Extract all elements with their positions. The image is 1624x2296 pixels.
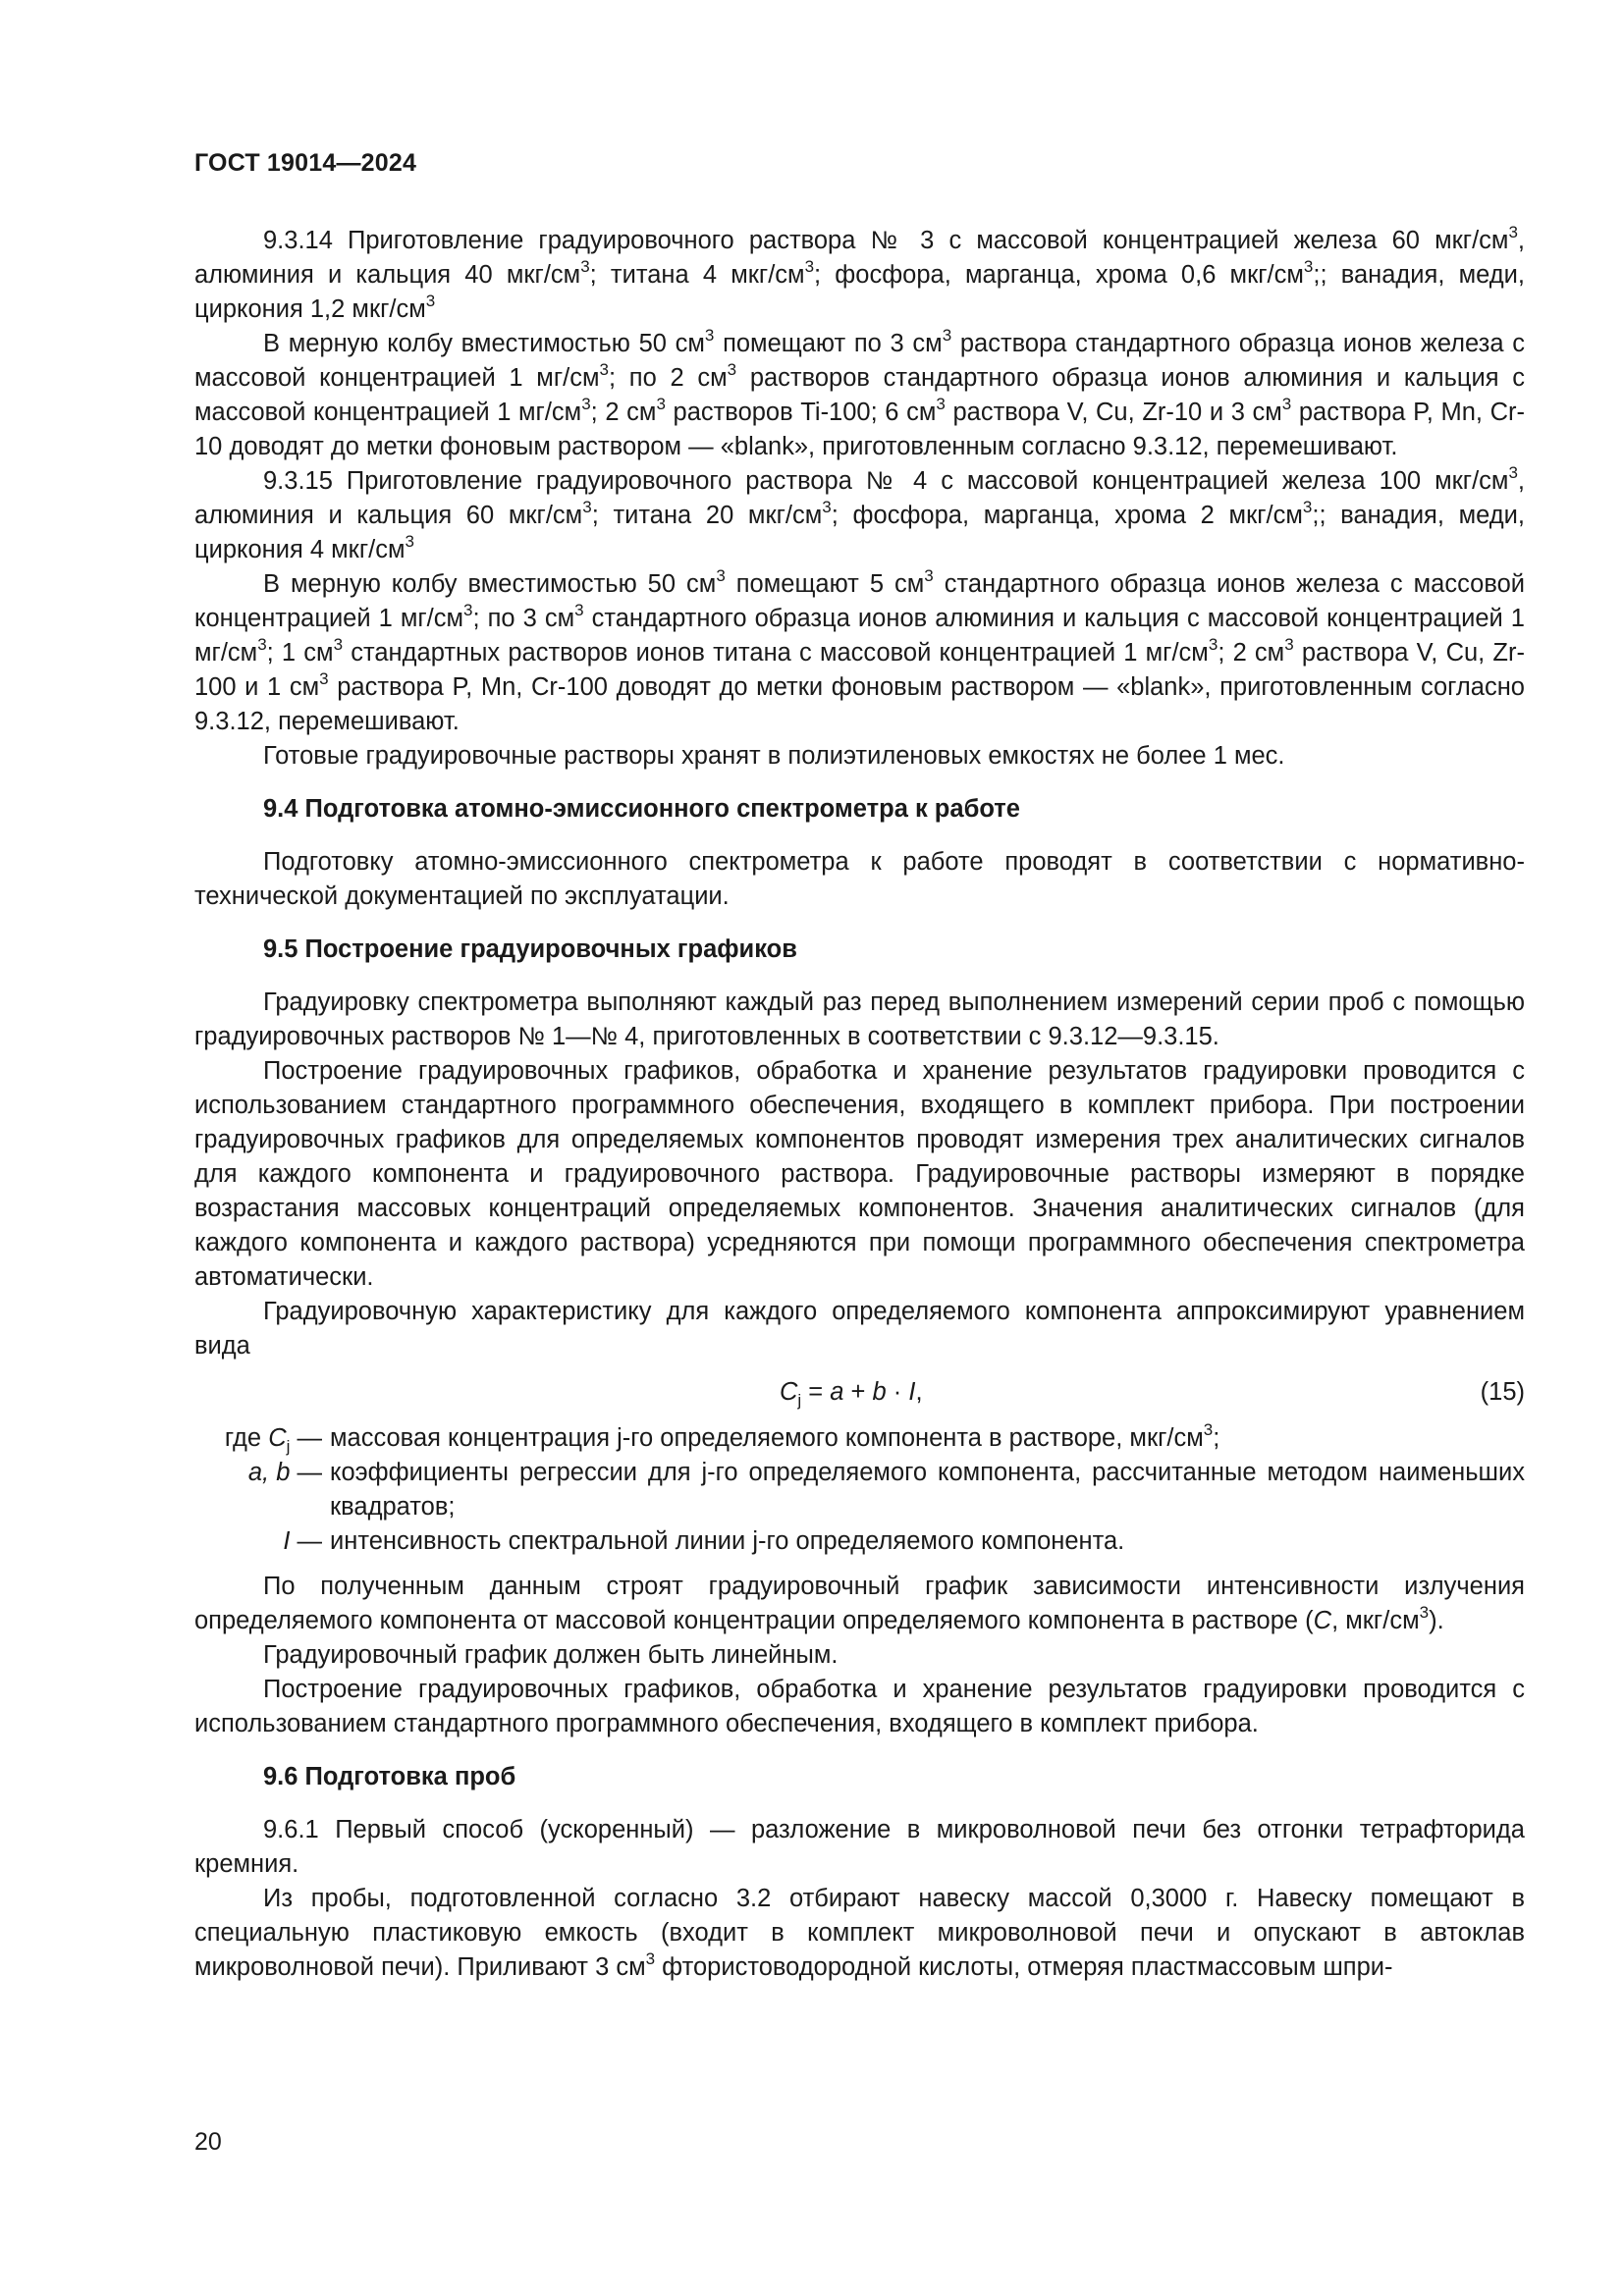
equation-15 bbox=[194, 1375, 1525, 1410]
where-symbol-i: I — bbox=[283, 1527, 322, 1555]
paragraph-9-4: Подготовку атомно-эмиссионного спектрометра к работе проводят в соответствии с нормативно-технической документацией по эксплуатации. bbox=[194, 848, 1525, 910]
paragraph-9-5-3: Градуировочную характеристику для каждого определяемого компонента аппроксимируют уравнением вида bbox=[194, 1298, 1525, 1360]
paragraph-storage: Готовые градуировочные растворы хранят в полиэтиленовых емкостях не более 1 мес. bbox=[263, 742, 1285, 770]
where-symbol-cj: где $C_j$ — bbox=[224, 1424, 322, 1457]
paragraph-9-6-1: 9.6.1 Первый способ (ускоренный) — разложение в микроволновой печи без отгонки тетрафторида кремния. bbox=[194, 1816, 1525, 1878]
paragraph-solution-4-prep: В мерную колбу вместимостью 50 $см^3$ помещают 5 $см^3$ стандартного образца ионов железа с массовой концентрацией 1 $мг/см^3$; по 3 $см^3$ стандартного образца ионов алюминия и кальция с массовой концентрацией 1 $мг/см^3$; 1 $см^3$ стандартных растворов ионов титана с массовой концентрацией 1 $мг/см^3$; 2 $см^3$ раствора V, Cu, Zr-100 и 1 $см^3$ раствора P, Mn, Cr-100 доводят до метки фоновым раствором — «blank», приготовленным согласно 9.3.12, перемешивают. bbox=[194, 565, 1526, 735]
document-header: ГОСТ 19014—2024 bbox=[194, 149, 417, 177]
equation-number: (15) bbox=[1480, 1378, 1525, 1406]
paragraph-9-3-14: 9.3.14 Приготовление градуировочного раствора № 3 с массовой концентрацией железа 60 мкг/$см^3$, алюминия и кальция 40 мкг/$см^3$; титана 4 мкг/$см^3$; фосфора, марганца, хрома 0,6 мкг/$см^3$;; ванадия, меди, циркония 1,2 мкг/$см^3$ bbox=[194, 222, 1525, 323]
equation-expression: $C_j = a + b \cdot I$, bbox=[780, 1378, 923, 1411]
paragraph-9-5-5: Градуировочный график должен быть линейным. bbox=[263, 1641, 839, 1669]
page-number: 20 bbox=[194, 2128, 222, 2156]
where-definition-ab: коэффициенты регрессии для j-го определяемого компонента, рассчитанные методом наименьших квадратов; bbox=[330, 1459, 1525, 1521]
paragraph-9-5-6: Построение градуировочных графиков, обработка и хранение результатов градуировки проводится с использованием стандартного программного обеспечения, входящего в комплект прибора. bbox=[194, 1676, 1525, 1737]
section-heading-9-4: 9.4 Подготовка атомно-эмиссионного спектрометра к работе bbox=[263, 795, 1020, 823]
paragraph-9-6-2: Из пробы, подготовленной согласно 3.2 отбирают навеску массой 0,3000 г. Навеску помещают в специальную пластиковую емкость (входит в комплект микроволновой печи и опускают в автоклав микроволновой печи). Приливают 3 $см^3$ фтористоводородной кислоты, отмеряя пластмассовым шпри- bbox=[194, 1885, 1525, 1981]
where-definition-cj: массовая концентрация j-го определяемого компонента в растворе, мкг/$см^3$; bbox=[330, 1419, 1220, 1452]
where-definition-i: интенсивность спектральной линии j-го определяемого компонента. bbox=[330, 1527, 1125, 1555]
paragraph-9-5-1: Градуировку спектрометра выполняют каждый раз перед выполнением измерений серии проб с помощью градуировочных растворов № 1—№ 4, приготовленных в соответствии с 9.3.12—9.3.15. bbox=[194, 988, 1525, 1050]
paragraph-9-5-2: Построение градуировочных графиков, обработка и хранение результатов градуировки проводится с использованием стандартного программного обеспечения, входящего в комплект прибора. При построении градуировочных графиков для определяемых компонентов проводят измерения трех аналитических сигналов для каждого компонента и градуировочного раствора. Градуировочные растворы измеряют в порядке возрастания массовых концентраций определяемых компонентов. Значения аналитических сигналов (для каждого компонента и каждого раствора) усредняются при помощи программного обеспечения спектрометра автоматически. bbox=[194, 1057, 1525, 1291]
paragraph-9-5-4: По полученным данным строят градуировочный график зависимости интенсивности излучения определяемого компонента от массовой концентрации определяемого компонента в растворе (C, мкг/$см^3$). bbox=[194, 1573, 1525, 1634]
paragraph-9-3-15: 9.3.15 Приготовление градуировочного раствора № 4 с массовой концентрацией железа 100 мкг/$см^3$, алюминия и кальция 60 мкг/$см^3$; титана 20 мкг/$см^3$; фосфора, марганца, хрома 2 мкг/$см^3$;; ванадия, меди, циркония 4 мкг/$см^3$ bbox=[194, 462, 1525, 563]
where-symbol-ab: a, b — bbox=[247, 1459, 322, 1486]
document-body bbox=[194, 224, 1525, 1985]
section-heading-9-6: 9.6 Подготовка проб bbox=[263, 1763, 516, 1790]
section-heading-9-5: 9.5 Построение градуировочных графиков bbox=[263, 935, 797, 963]
variable-definitions bbox=[194, 1421, 1525, 1559]
paragraph-solution-3-prep: В мерную колбу вместимостью 50 $см^3$ помещают по 3 $см^3$ раствора стандартного образца ионов железа с массовой концентрацией 1 $мг/см^3$; по 2 $см^3$ растворов стандартного образца ионов алюминия и кальция с массовой концентрацией 1 $мг/см^3$; 2 $см^3$ растворов Ti-100; 6 $см^3$ раствора V, Cu, Zr-10 и 3 $см^3$ раствора P, Mn, Cr-10 доводят до метки фоновым раствором — «blank», приготовленным согласно 9.3.12, перемешивают. bbox=[194, 325, 1525, 460]
